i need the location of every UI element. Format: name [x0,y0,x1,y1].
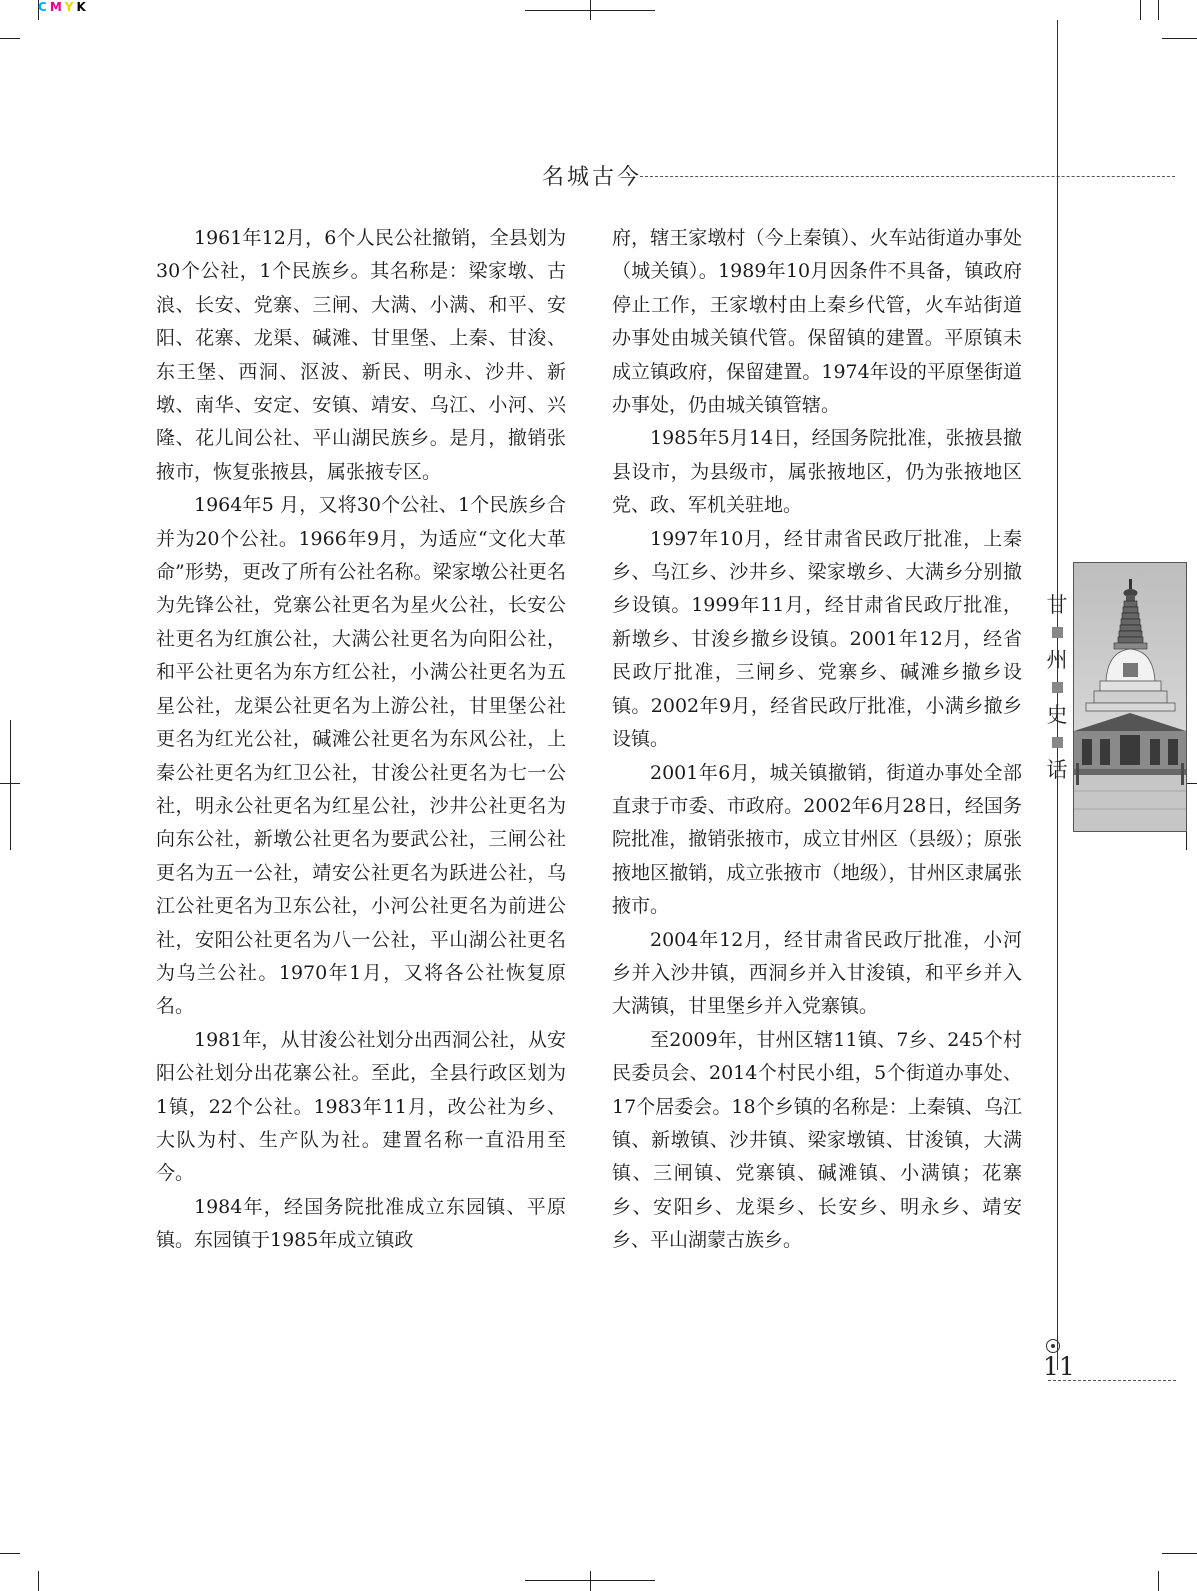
side-title-char: 史 [1046,703,1068,727]
side-title-char: 甘 [1046,593,1068,617]
paragraph: 1997年10月，经甘肃省民政厅批准，上秦乡、乌江乡、沙井乡、梁家墩乡、大满乡分别撤乡设镇。1999年11月，经甘肃省民政厅批准，新墩乡、甘浚乡撤乡设镇。2001年12月，经省民政厅批准，三闸乡、党寨乡、碱滩乡撤乡设镇。2002年9月，经省民政厅批准，小满乡撤乡设镇。 [612,527,1022,751]
crop-mark [1162,1553,1197,1554]
side-title-char: 州 [1046,648,1068,672]
registration-line [0,783,20,784]
pagoda-illustration [1074,563,1186,831]
paragraph: 1961年12月，6个人民公社撤销，全县划为30个公社，1个民族乡。其名称是：梁家墩、古浪、长安、党寨、三闸、大满、小满、和平、安阳、花寨、龙渠、碱滩、甘里堡、上秦、甘浚、东王堡、西洞、沤波、新民、明永、沙井、新墩、南华、安定、安镇、靖安、乌江、小河、兴隆、花儿间公社、平山湖民族乡。是月，撤销张掖市，恢复张掖县，属张掖专区。 [156,227,566,483]
crop-mark [0,1553,20,1554]
page-number-ornament-icon [1046,1339,1060,1353]
cmyk-y: Y [64,0,74,14]
running-head-title: 名城古今 [542,165,643,190]
square-bullet-icon [1052,737,1063,748]
paragraph: 1984年，经国务院批准成立东园镇、平原镇。东园镇于1985年成立镇政 [156,1195,566,1252]
paragraph: 2004年12月，经甘肃省民政厅批准，小河乡并入沙井镇，西洞乡并入甘浚镇，和平乡并入大满镇，甘里堡乡并入党寨镇。 [612,928,1022,1018]
registration-line [590,1571,591,1591]
side-title-char: 话 [1046,758,1068,782]
header-dashed-rule [640,176,1175,177]
cmyk-c: C [38,0,47,14]
cmyk-color-bar [38,0,86,16]
crop-mark [1162,38,1197,39]
square-bullet-icon [1052,682,1063,693]
page-number: 11 [1043,1352,1075,1381]
pagoda-photo [1073,562,1187,832]
text-column-left [156,222,566,1258]
paragraph: 1985年5月14日，经国务院批准，张掖县撤县设市，为县级市，属张掖地区，仍为张掖地区党、政、军机关驻地。 [612,427,1022,517]
text-column-right [612,222,1022,1258]
paragraph-continuation: 府，辖王家墩村（今上秦镇）、火车站街道办事处（城关镇）。1989年10月因条件不具备，镇政府停止工作，王家墩村由上秦乡代管，火车站街道办事处由城关镇代管。保留镇的建置。平原镇未成立镇政府，保留建置。1974年设的平原堡街道办事处，仍由城关镇管辖。 [612,227,1022,417]
paragraph: 1981年，从甘浚公社划分出西洞公社，从安阳公社划分出花寨公社。至此，全县行政区划为1镇，22个公社。1983年11月，改公社为乡、大队为村、生产队为社。建置名称一直沿用至今。 [156,1028,566,1185]
crop-mark [1140,0,1141,20]
crop-mark [38,1571,39,1591]
crop-mark [1158,1571,1159,1591]
cmyk-k: K [76,0,86,14]
cmyk-m: M [49,0,62,14]
registration-line [590,0,591,20]
paragraph: 至2009年，甘州区辖11镇、7乡、245个村民委员会、2014个村民小组，5个街道办事处、17个居委会。18个乡镇的名称是：上秦镇、乌江镇、新墩镇、沙井镇、梁家墩镇、甘浚镇，大满镇、三闸镇、党寨镇、碱滩镇、小满镇；花寨乡、安阳乡、龙渠乡、长安乡、明永乡、靖安乡、平山湖蒙古族乡。 [612,1028,1022,1252]
paragraph: 1964年5 月，又将30个公社、1个民族乡合并为20个公社。1966年9月，为适应“文化大革命”形势，更改了所有公社名称。梁家墩公社更名为先锋公社，党寨公社更名为星火公社，长安公社更名为红旗公社，大满公社更名为向阳公社，和平公社更名为东方红公社，小满公社更名为五星公社，龙渠公社更名为上游公社，甘里堡公社更名为红光公社，碱滩公社更名为东风公社，上秦公社更名为红卫公社，甘浚公社更名为七一公社，明永公社更名为红星公社，沙井公社更名为向东公社，新墩公社更名为要武公社，三闸公社更名为五一公社，靖安公社更名为跃进公社，乌江公社更名为卫东公社，小河公社更名为前进公社，安阳公社更名为八一公社，平山湖公社更名为乌兰公社。1970年1月，又将各公社恢复原名。 [156,494,566,1018]
section-side-title [1042,592,1072,783]
paragraph: 2001年6月，城关镇撤销，街道办事处全部直隶于市委、市政府。2002年6月28日，经国务院批准，撤销张掖市，成立甘州区（县级）；原张掖地区撤销，成立张掖市（地级），甘州区隶属张掖市。 [612,761,1022,918]
square-bullet-icon [1052,627,1063,638]
crop-mark [1158,0,1159,20]
crop-mark [0,38,20,39]
footer-dashed-rule [1048,1380,1176,1381]
registration-line [10,720,11,850]
